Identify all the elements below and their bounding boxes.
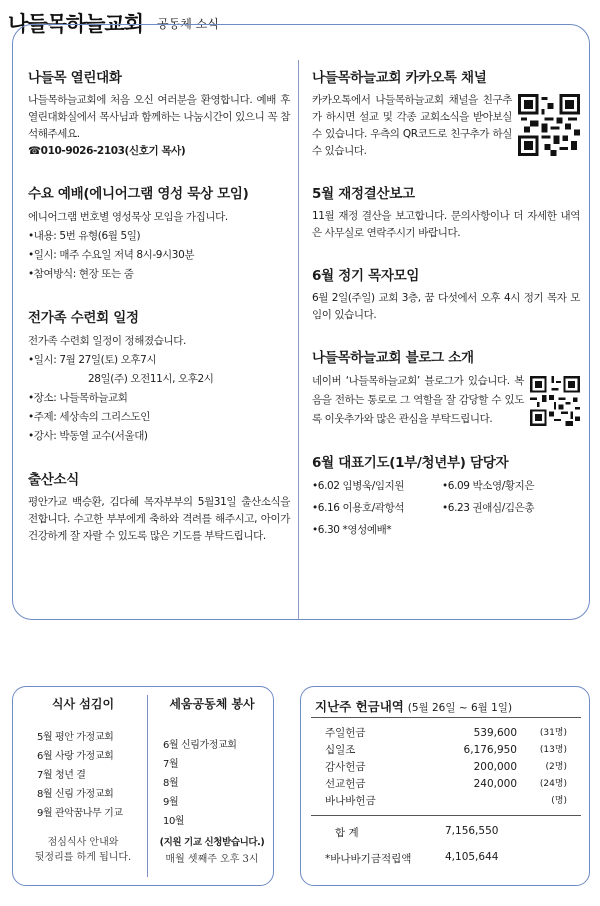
meal-item: 7월 청년 결 — [37, 770, 86, 781]
column-divider — [147, 695, 148, 877]
info-line: 28일(주) 오전11시, 오후2시 — [88, 373, 214, 385]
prayer-item: •6.23 권애심/김은총 — [442, 502, 535, 514]
prayer-schedule-section — [312, 451, 580, 539]
service-title: 세움공동체 봉사 — [169, 697, 255, 711]
offering-title: 지난주 헌금내역 — [315, 699, 404, 714]
table-row: 바나바헌금 (명) — [325, 795, 567, 807]
section-body: 평안가교 백승환, 김다혜 목자부부의 5월31일 출산소식을 전합니다. 수고한 부부에게 축하와 격려를 해주시고, 아이가 건강하게 잘 자랄 수 있도록 많은 기도를 부탁드립니다. — [28, 496, 290, 542]
column-divider — [298, 60, 299, 620]
right-column — [312, 66, 580, 561]
divider — [311, 717, 581, 718]
church-logo: 나들목하늘교회 — [8, 11, 144, 36]
service-item: 9월 — [163, 797, 179, 808]
header-subtitle: 공동체 소식 — [157, 16, 219, 31]
section-title: 전가족 수련회 일정 — [28, 310, 139, 326]
barnabas-label: *바나바기금적립액 — [325, 853, 412, 865]
section-body: 6월 2일(주일) 교회 3층, 꿈 다섯에서 오후 4시 정기 목자 모임이 있습니다. — [312, 292, 580, 321]
left-column — [28, 66, 290, 567]
info-line: •주제: 세상속의 그리스도인 — [28, 411, 150, 423]
prayer-item: •6.30 *영성예배* — [312, 524, 392, 536]
info-line: •일시: 매주 수요일 저녁 8시-9시30분 — [28, 249, 195, 261]
section-title: 6월 정기 목자모임 — [312, 268, 420, 284]
meal-note: 점심식사 안내와 — [47, 837, 119, 848]
table-row: 감사헌금 200,000 (2명) — [325, 761, 567, 773]
service-column — [153, 695, 271, 867]
section-body: 네이버 ‘나들목하늘교회’ 블로그가 있습니다. 복음을 전하는 통로로 그 역할을 잘 감당할 수 있도록 이웃추가와 많은 관심을 부탁드립니다. — [312, 375, 524, 425]
table-row: 십일조 6,176,950 (13명) — [325, 744, 567, 756]
meal-item: 5월 평안 가정교회 — [37, 732, 114, 743]
info-line: •강사: 박동열 교수(서울대) — [28, 430, 148, 442]
family-retreat-section — [28, 306, 290, 446]
service-note: (지원 기교 신청받습니다.) — [159, 837, 265, 848]
meal-title: 식사 섬김이 — [51, 697, 115, 711]
info-line: •내용: 5번 유형(6월 5일) — [28, 230, 141, 242]
kakao-channel-section — [312, 66, 580, 160]
table-row: 주일헌금 539,600 (31명) — [325, 727, 567, 739]
section-body: 카카오톡에서 나들목하늘교회 채널을 친구추가 하시면 설교 및 각종 교회소식을 받아보실 수 있습니다. 우측의 QR코드로 친구추가 하실 수 있습니다. — [312, 94, 512, 157]
service-item: 8월 — [163, 778, 179, 789]
table-row: 선교헌금 240,000 (24명) — [325, 778, 567, 790]
info-line: 에니어그램 번호별 영성묵상 모임을 가집니다. — [28, 211, 228, 223]
meal-item: 6월 사랑 가정교회 — [37, 751, 114, 762]
section-title: 6월 대표기도(1부/청년부) 담당자 — [312, 455, 509, 471]
info-line: •참여방식: 현장 또는 줌 — [28, 268, 134, 280]
section-title: 수요 예배(에니어그램 영성 묵상 모임) — [28, 186, 249, 202]
service-note: 매월 셋째주 오후 3시 — [165, 854, 259, 865]
prayer-item: •6.16 이용호/곽항석 — [312, 502, 405, 514]
total-amount: 7,156,550 — [445, 825, 499, 837]
section-body: 11월 재정 결산을 보고합니다. 문의사항이나 더 자세한 내역은 사무실로 연락주시기 바랍니다. — [312, 210, 580, 239]
service-item: 7월 — [163, 759, 179, 770]
contact-phone: ☎010-9026-2103(신호기 목사) — [28, 145, 186, 157]
service-item: 10월 — [163, 816, 185, 827]
blog-qr-code-icon[interactable] — [530, 376, 580, 426]
total-label: 합 계 — [335, 827, 359, 839]
kakao-qr-code-icon[interactable] — [518, 94, 580, 156]
section-title: 5월 재정결산보고 — [312, 186, 415, 202]
wednesday-worship-section — [28, 182, 290, 284]
service-schedule-box — [12, 686, 274, 886]
prayer-item: •6.02 임병욱/임지원 — [312, 480, 405, 492]
meal-servers-column — [23, 695, 143, 865]
section-title: 출산소식 — [28, 472, 79, 488]
barnabas-amount: 4,105,644 — [445, 851, 499, 863]
section-body: 나들목하늘교회에 처음 오신 여러분을 환영합니다. 예배 후 열린대화실에서 목사님과 함께하는 나눔시간이 있으니 꼭 참석해주세요. — [28, 94, 290, 140]
divider — [311, 815, 581, 816]
section-title: 나들목하늘교회 카카오톡 채널 — [312, 70, 487, 86]
financial-report-section — [312, 182, 580, 242]
info-line: •일시: 7월 27일(토) 오후7시 — [28, 354, 157, 366]
birth-news-section — [28, 468, 290, 545]
open-talk-section — [28, 66, 290, 160]
offering-header — [315, 697, 512, 715]
total-row — [325, 825, 567, 840]
section-title: 나들목 열린대화 — [28, 70, 122, 86]
info-line: 전가족 수련회 일정이 정해졌습니다. — [28, 335, 186, 347]
prayer-item: •6.09 박소영/황지은 — [442, 480, 535, 492]
meal-note: 뒷정리를 하게 됩니다. — [34, 852, 132, 863]
barnabas-row — [325, 851, 567, 866]
info-line: •장소: 나들목하늘교회 — [28, 392, 128, 404]
blog-section — [312, 346, 580, 429]
offering-table — [325, 725, 567, 810]
offering-box — [300, 686, 590, 886]
meal-item: 8월 신림 가정교회 — [37, 789, 114, 800]
section-title: 나들목하늘교회 블로그 소개 — [312, 350, 474, 366]
meal-item: 9월 관악꿈나무 기교 — [37, 808, 123, 819]
service-item: 6월 신림가정교회 — [163, 740, 237, 751]
offering-period: (5월 26일 ~ 6월 1일) — [407, 702, 513, 714]
leader-meeting-section — [312, 264, 580, 324]
